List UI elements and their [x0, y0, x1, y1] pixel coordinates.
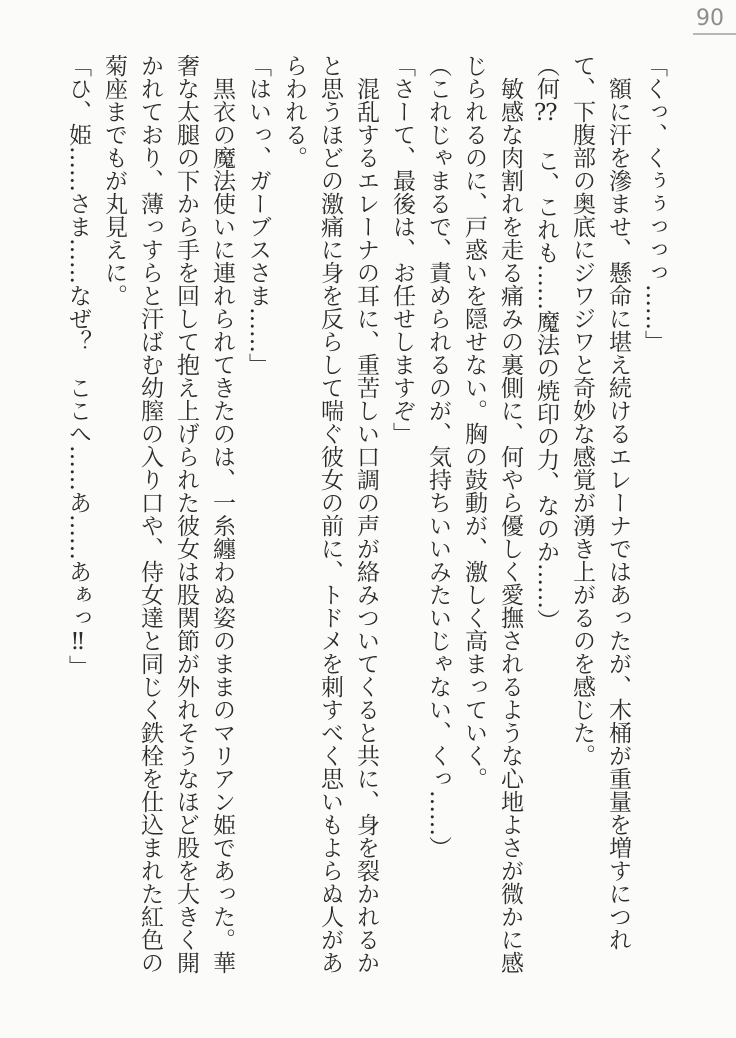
narrative-paragraph: 混乱するエレーナの耳に、重苦しい口調の声が絡みついてくると共に、身を裂かれるかと思うほどの激痛に身を反らして喘ぐ彼女の前に、トドメを刺すべく思いもよらぬ人があらわれる。: [281, 54, 379, 974]
narrative-paragraph: 額に汗を滲ませ、懸命に堪え続けるエレーナではあったが、木桶が重量を増すにつれて、下腹部の奥底にジワジワと奇妙な感覚が湧き上がるのを感じた。: [569, 54, 631, 951]
vertical-text-block: [60, 54, 672, 992]
page-number-rule: [693, 33, 736, 35]
dialogue-line: 「さーて、最後は、お任せしますぞ」: [389, 54, 415, 445]
dialogue-line: 「くっ、くぅぅっっっ……」: [641, 54, 667, 353]
narrative-paragraph: 敏感な肉割れを走る痛みの裏側に、何やら優しく愛撫されるような心地よさが微かに感じられるのに、戸惑いを隠せない。胸の鼓動が、激しく高まっていく。: [461, 54, 523, 974]
thought-line: （何⁇ こ、これも……魔法の焼印の力、なのか……）: [533, 54, 559, 632]
dialogue-line: 「はいっ、ガーブスさま……」: [245, 54, 271, 376]
page-number: 90: [696, 6, 724, 31]
thought-line: （これじゃまるで、責められるのが、気持ちいいみたいじゃない、くっ……）: [425, 54, 451, 859]
dialogue-line: 「ひ、姫……さま……なぜ？ ここへ……あ……あぁっ‼」: [65, 54, 91, 678]
narrative-paragraph: 黒衣の魔法使いに連れられてきたのは、一糸纏わぬ姿のままのマリアン姫であった。華奢な太腿の下から手を回して抱え上げられた彼女は股関節が外れそうなほど股を大きく開かれており、薄っすらと汗ばむ幼膣の入り口や、侍女達と同じく鉄栓を仕込まれた紅色の菊座までもが丸見えに。: [101, 54, 235, 974]
